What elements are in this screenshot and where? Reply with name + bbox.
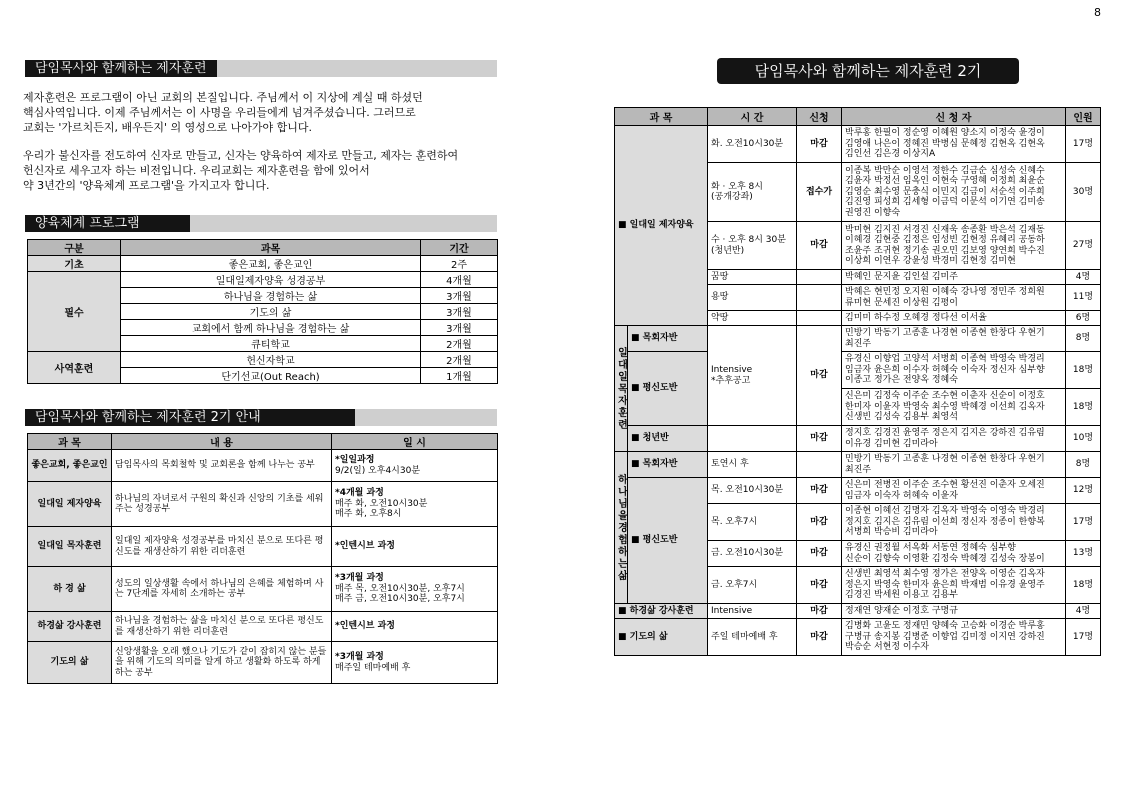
time-cell: 수 · 오후 8시 30분 (청년반) [708, 222, 797, 270]
name-line: 구병규 송지봉 김병준 이향업 김미정 이지연 강하진 [845, 631, 1045, 642]
subject-cell: 교회에서 함께 하나님을 경험하는 삶 [121, 320, 421, 336]
group-vertical-label: 하나님을경험하는삶 [615, 452, 628, 604]
applicant-names [842, 604, 1066, 619]
col-header: 내 용 [112, 434, 332, 450]
count-cell: 18명 [1066, 567, 1101, 604]
name-line: 박혜인 문지윤 김인설 김미주 [845, 271, 958, 282]
course-content: 신앙생활을 오래 했으나 기도가 같이 잡히지 않는 분들을 위해 기도의 의미를 알게 하고 생활화 하도록 하게 하는 공부 [112, 642, 332, 684]
name-line: 이상희 이연우 강윤성 박경미 김현정 김미현 [845, 256, 1016, 266]
applicant-names [842, 452, 1066, 478]
schedule-line: *3개월 과정 [335, 652, 384, 662]
status-cell: 마감 [797, 541, 842, 567]
name-line: 김윤자 박정선 임옥인 이현숙 구영혜 이정희 최윤순 [845, 176, 1045, 187]
period-cell: 3개월 [421, 320, 498, 336]
name-line: 한미자 이윤자 박영숙 최수영 박혜경 이선희 김옥자 [845, 401, 1045, 412]
applicant-names [842, 126, 1066, 163]
table-row [615, 452, 1101, 478]
sub-group-label: ■ 평신도반 [628, 478, 708, 604]
name-line: 서병희 박승비 김미라아 [845, 527, 938, 538]
col-header: 구분 [28, 240, 121, 256]
subject-cell: 일대일제자양육 성경공부 [121, 272, 421, 288]
schedule-line: *일일과정 [335, 455, 375, 465]
status-cell: 마감 [797, 567, 842, 604]
count-cell: 18명 [1066, 389, 1101, 426]
text-line: 약 3년간의 '양육체계 프로그램'을 가지고자 합니다. [23, 179, 270, 192]
time-cell: 목. 오후7시 [708, 504, 797, 541]
time-cell [708, 426, 797, 452]
name-line: 박혜은 현민정 오지원 이혜숙 강나영 정민주 정희원 [845, 287, 1045, 297]
schedule-line: *4개월 과정 [335, 488, 384, 499]
time-cell [708, 326, 797, 426]
status-cell: 접수가 [797, 163, 842, 222]
course-name: 하 경 삶 [28, 567, 112, 612]
count-cell: 18명 [1066, 352, 1101, 389]
course-schedule [332, 450, 498, 482]
col-header: 신 청 자 [842, 108, 1066, 126]
name-line: 최진주 [845, 338, 872, 349]
section1-title: 담임목사와 함께하는 제자훈련 [25, 60, 217, 77]
applicant-names [842, 270, 1066, 285]
col-header: 신청 [797, 108, 842, 126]
course-content: 하나님의 자녀로서 구원의 확신과 신앙의 기초를 세워주는 성경공부 [112, 482, 332, 527]
table-row [615, 426, 1101, 452]
name-line: 김인선 김은경 이상지A [845, 149, 936, 160]
subject-cell: 큐티학교 [121, 336, 421, 352]
name-line: 정지호 김지은 김유림 이선희 정신자 정종이 한향복 [845, 516, 1045, 527]
applicant-names [842, 326, 1066, 352]
name-line: 이유경 김미현 김미라아 [845, 438, 938, 449]
right-page-title: 담임목사와 함께하는 제자훈련 2기 [717, 58, 1019, 84]
status-cell: 마감 [797, 504, 842, 541]
col-header: 과 목 [615, 108, 708, 126]
applicant-names [842, 504, 1066, 541]
schedule-line: 매주일 테마예배 후 [335, 662, 411, 673]
name-line: 신은미 김정숙 이주순 조수현 이춘자 신순이 이정호 [845, 391, 1045, 402]
count-cell: 17명 [1066, 126, 1101, 163]
name-line: 이종현 이혜선 김명자 김옥자 박영숙 이영숙 박경리 [845, 506, 1045, 517]
name-line: 신은미 전병진 이주순 조수현 황선진 이춘자 오세진 [845, 480, 1045, 490]
applicant-table [614, 107, 1101, 656]
table-row [615, 604, 1101, 619]
status-cell [797, 311, 842, 326]
time-cell: 금. 오후7시 [708, 567, 797, 604]
time-cell: 목. 오전10시30분 [708, 478, 797, 504]
status-cell [797, 452, 842, 478]
course-schedule: *인텐시브 과정 [332, 527, 498, 567]
schedule-line: *3개월 과정 [335, 573, 384, 584]
name-line: 민방기 박동기 고종훈 나경현 이종현 한창다 우현기 [845, 454, 1045, 464]
subject-cell: 하나님을 경험하는 삶 [121, 288, 421, 304]
col-header: 기간 [421, 240, 498, 256]
name-line: 김경진 박세원 이용고 김용부 [845, 590, 958, 601]
group-label: ■ 일대일 제자양육 [615, 126, 708, 326]
section2-header-bar [25, 215, 497, 232]
table-row [615, 478, 1101, 504]
table-row [615, 352, 1101, 389]
group-label: 필수 [28, 272, 121, 352]
period-cell: 1개월 [421, 368, 498, 384]
group-vertical-label: 일대일목자훈련 [615, 326, 628, 452]
course-schedule [332, 482, 498, 527]
count-cell: 17명 [1066, 504, 1101, 541]
col-header: 인원 [1066, 108, 1101, 126]
name-line: 이종고 정가은 전양옥 정혜숙 [845, 375, 958, 386]
period-cell: 3개월 [421, 304, 498, 320]
course-schedule [332, 642, 498, 684]
table-row [615, 619, 1101, 656]
count-cell: 17명 [1066, 619, 1101, 656]
program-table [27, 239, 498, 384]
schedule-line: 9/2(일) 오후4시30분 [335, 465, 421, 476]
status-cell: 마감 [797, 478, 842, 504]
course-schedule: *인텐시브 과정 [332, 612, 498, 642]
count-cell: 8명 [1066, 326, 1101, 352]
name-line: 정은지 박영숙 한미자 윤은희 박재범 이유경 윤영주 [845, 579, 1045, 590]
count-cell: 11명 [1066, 285, 1101, 311]
name-line: 최진주 [845, 464, 872, 475]
count-cell: 6명 [1066, 311, 1101, 326]
table-row [615, 126, 1101, 163]
period-cell: 4개월 [421, 272, 498, 288]
course-content: 성도의 일상생활 속에서 하나님의 은혜를 체험하며 사는 7단계를 자세히 소개하는 공부 [112, 567, 332, 612]
name-line: 김영애 나은이 정혜진 박병심 문혜정 김현옥 김현옥 [845, 138, 1045, 149]
schedule-line: 매주 화, 오전10시30분 [335, 498, 428, 509]
sub-group-label: ■ 평신도반 [628, 352, 708, 426]
count-cell: 4명 [1066, 270, 1101, 285]
period-cell: 3개월 [421, 288, 498, 304]
col-header: 과목 [121, 240, 421, 256]
time-cell: 주일 테마예배 후 [708, 619, 797, 656]
time-cell: 금. 오전10시30분 [708, 541, 797, 567]
schedule-line: 매주 목, 오전10시30분, 오후7시 [335, 583, 465, 594]
group-label: ■ 기도의 삶 [615, 619, 708, 656]
course-name: 일대일 목자훈련 [28, 527, 112, 567]
section1-paragraph1 [23, 90, 498, 135]
name-line: 이종복 박만순 이영석 정한수 김금순 심성숙 신혜수 [845, 165, 1045, 176]
section2-title: 양육체계 프로그램 [25, 215, 190, 232]
table-row [615, 326, 1101, 352]
count-cell: 30명 [1066, 163, 1101, 222]
name-line: 유경신 이향업 고양석 서병희 이종혁 박영숙 박경리 [845, 354, 1045, 365]
name-line: 신생빈 김성숙 김용부 최영석 [845, 412, 958, 423]
col-header: 과 목 [28, 434, 112, 450]
time-cell: 꿈땅 [708, 270, 797, 285]
time-cell: 화 · 오후 8시 (공개강좌) [708, 163, 797, 222]
time-cell: 약땅 [708, 311, 797, 326]
text-line: 핵심사역입니다. 이제 주님께서는 이 사명을 우리들에게 넘겨주셨습니다. 그러므로 [23, 106, 416, 119]
name-line: 김미미 하수정 오혜경 정다선 이서율 [845, 312, 987, 323]
page-number: 8 [1094, 6, 1101, 19]
name-line: 권영진 이향숙 [845, 207, 901, 218]
status-cell [797, 270, 842, 285]
text-line: 제자훈련은 프로그램이 아닌 교회의 본질입니다. 주님께서 이 지상에 계실 때 하셨던 [23, 91, 423, 104]
course-guide-table [27, 433, 498, 684]
sub-group-label: ■ 청년반 [628, 426, 708, 452]
status-cell: 마감 [797, 222, 842, 270]
name-line: 박미현 김지진 서경진 신재욱 송종환 박은석 김재동 [845, 224, 1045, 235]
applicant-names [842, 222, 1066, 270]
course-content: 하나님을 경험하는 삶을 마치신 분으로 또다른 평신도를 재생산하기 위한 리더훈련 [112, 612, 332, 642]
section3-title: 담임목사와 함께하는 제자훈련 2기 안내 [25, 409, 355, 426]
name-line: 신생빈 최영석 최수영 정가은 전양옥 이영순 김옥자 [845, 569, 1045, 580]
status-cell: 마감 [797, 604, 842, 619]
section3-header-bar [25, 409, 497, 426]
group-label: 사역훈련 [28, 352, 121, 384]
sub-group-label: ■ 목회자반 [628, 326, 708, 352]
name-line: 유경신 권정월 서옥화 서동연 정혜숙 심부향 [845, 543, 1016, 553]
subject-cell: 기도의 삶 [121, 304, 421, 320]
applicant-names [842, 478, 1066, 504]
time-cell: Intensive [708, 604, 797, 619]
name-line: 김병화 고윤도 정재민 양혜숙 고승화 이경순 박루홍 [845, 621, 1045, 632]
time-line: *추후공고 [711, 375, 751, 386]
count-cell: 8명 [1066, 452, 1101, 478]
status-cell: 마감 [797, 126, 842, 163]
name-line: 정재연 양재순 이정호 구명규 [845, 605, 958, 616]
name-line: 이혜경 김현중 김정은 임성빈 김현정 유혜리 공동하 [845, 235, 1045, 245]
section1-paragraph2 [23, 148, 498, 193]
name-line: 김진영 피성희 김세형 이금덕 이문석 이기연 김미송 [845, 197, 1045, 208]
section1-header-bar [25, 60, 497, 77]
subject-cell: 단기선교(Out Reach) [121, 368, 421, 384]
col-header: 일 시 [332, 434, 498, 450]
name-line: 김영순 최수영 문충식 이민지 김금이 서순석 이주희 [845, 186, 1045, 197]
time-cell: 용땅 [708, 285, 797, 311]
applicant-names [842, 541, 1066, 567]
time-cell: 화. 오전10시30분 [708, 126, 797, 163]
schedule-line: 매주 금, 오전10시30분, 오후7시 [335, 594, 465, 605]
name-line: 박루홍 한필이 정순영 이혜원 양소지 이정숙 윤경이 [845, 128, 1045, 139]
applicant-names [842, 619, 1066, 656]
status-cell: 마감 [797, 326, 842, 426]
name-line: 정지호 김경진 윤영주 정은지 김지은 강하진 김유림 [845, 428, 1045, 438]
schedule-line: 매주 화, 오후8시 [335, 509, 402, 520]
name-line: 임금자 이숙자 허혜숙 이윤자 [845, 490, 958, 501]
applicant-names [842, 285, 1066, 311]
count-cell: 4명 [1066, 604, 1101, 619]
period-cell: 2주 [421, 256, 498, 272]
applicant-names [842, 426, 1066, 452]
course-name: 하경삶 강사훈련 [28, 612, 112, 642]
subject-cell: 헌신자학교 [121, 352, 421, 368]
group-label: 기초 [28, 256, 121, 272]
course-content: 담임목사의 목회철학 및 교회론을 함께 나누는 공부 [112, 450, 332, 482]
sub-group-label: ■ 목회자반 [628, 452, 708, 478]
text-line: 우리가 불신자를 전도하여 신자로 만들고, 신자는 양육하여 제자로 만들고, 제자는 훈련하여 [23, 149, 459, 162]
status-cell [797, 285, 842, 311]
name-line: 민방기 박동기 고종훈 나경현 이종현 한창다 우현기 [845, 328, 1045, 338]
period-cell: 2개월 [421, 352, 498, 368]
name-line: 조윤주 조귀현 정기송 권오민 김보영 양연희 박수진 [845, 245, 1045, 256]
applicant-names [842, 311, 1066, 326]
count-cell: 12명 [1066, 478, 1101, 504]
name-line: 신순이 김향숙 이영환 김정숙 박혜경 김성숙 장봉이 [845, 553, 1045, 564]
status-cell: 마감 [797, 619, 842, 656]
subject-cell: 좋은교회, 좋은교인 [121, 256, 421, 272]
time-line: Intensive [711, 365, 753, 375]
status-cell: 마감 [797, 426, 842, 452]
name-line: 박승순 서현정 이수자 [845, 642, 929, 653]
text-line: 교회는 '가르치든지, 배우든지' 의 영성으로 나아가야 합니다. [23, 121, 313, 134]
applicant-names [842, 567, 1066, 604]
count-cell: 13명 [1066, 541, 1101, 567]
text-line: 헌신자로 세우고자 하는 비전입니다. 우리교회는 제자훈련을 함에 있어서 [23, 164, 370, 177]
applicant-names [842, 163, 1066, 222]
course-content: 일대일 제자양육 성경공부를 마치신 분으로 또다른 평신도를 재생산하기 위한 리더훈련 [112, 527, 332, 567]
name-line: 류미현 문세진 이상원 김평이 [845, 297, 958, 308]
applicant-names [842, 352, 1066, 389]
name-line: 임금자 윤은희 이수자 허혜숙 이숙자 정신자 심부향 [845, 364, 1045, 375]
count-cell: 10명 [1066, 426, 1101, 452]
course-name: 기도의 삶 [28, 642, 112, 684]
course-name: 일대일 제자양육 [28, 482, 112, 527]
course-name: 좋은교회, 좋은교인 [28, 450, 112, 482]
group-label: ■ 하경삶 강사훈련 [615, 604, 708, 619]
col-header: 시 간 [708, 108, 797, 126]
applicant-names [842, 389, 1066, 426]
time-cell: 토연시 후 [708, 452, 797, 478]
course-schedule [332, 567, 498, 612]
count-cell: 27명 [1066, 222, 1101, 270]
period-cell: 2개월 [421, 336, 498, 352]
